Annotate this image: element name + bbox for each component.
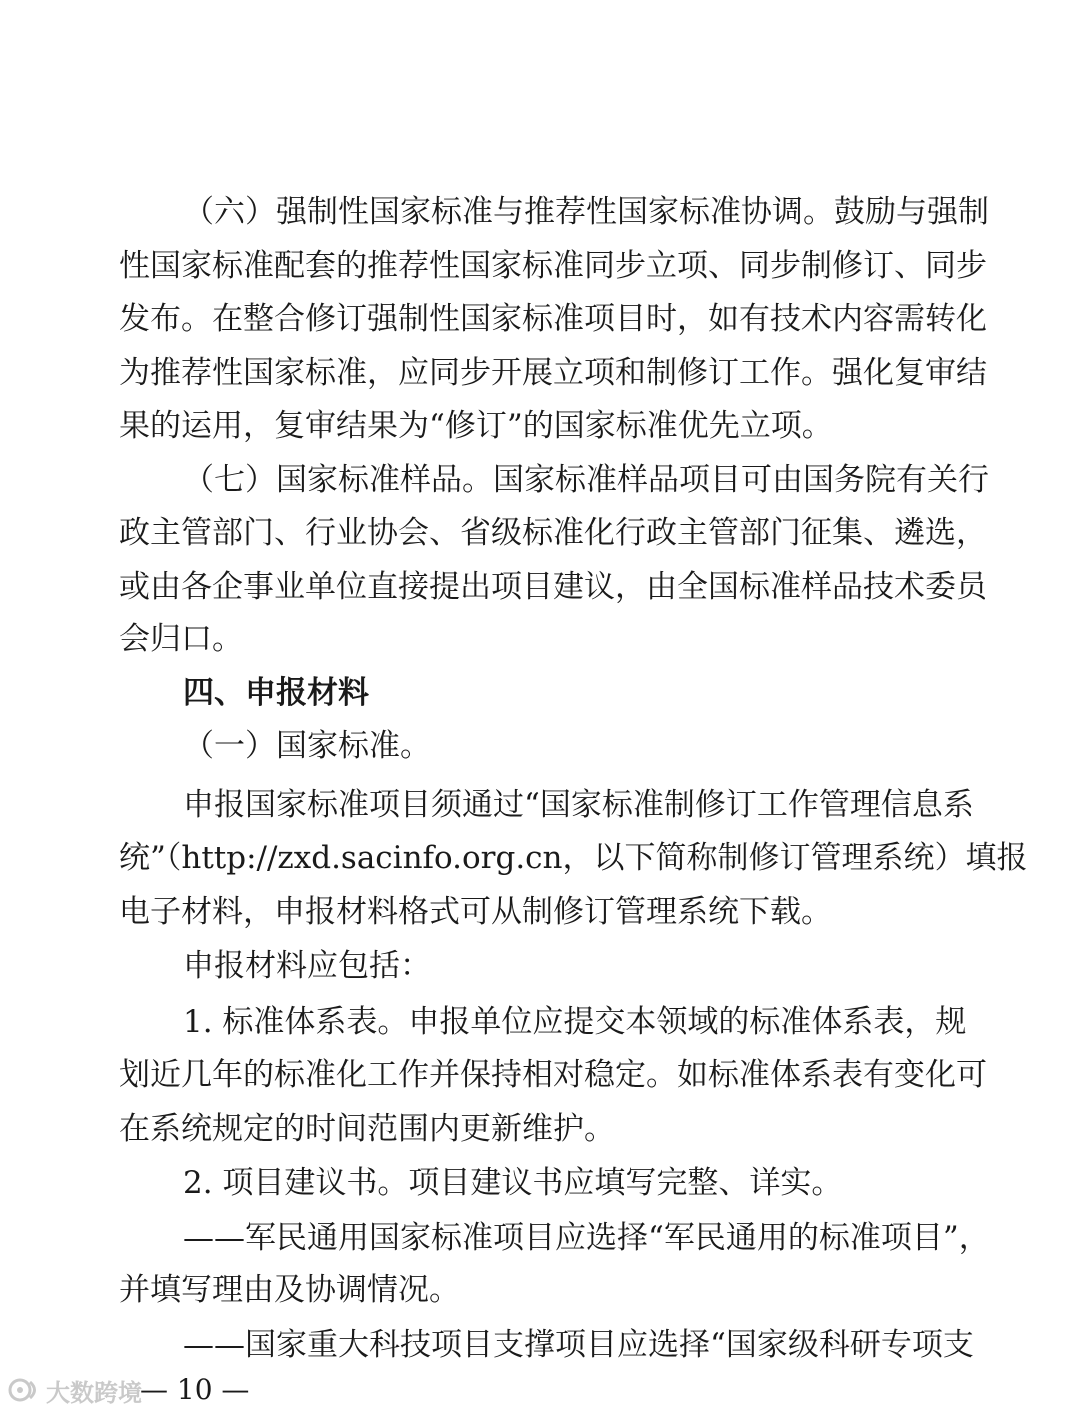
paragraph-line: 申报材料应包括：	[183, 948, 431, 984]
paragraph-line: 政主管部门、行业协会、省级标准化行政主管部门征集、遴选，	[119, 515, 987, 551]
paragraph-line: 并填写理由及协调情况。	[119, 1272, 460, 1308]
paragraph-line: 性国家标准配套的推荐性国家标准同步立项、同步制修订、同步	[119, 248, 987, 284]
page-number: — 10 —	[140, 1373, 250, 1406]
paragraph-line: （六）强制性国家标准与推荐性国家标准协调。鼓励与强制	[183, 194, 989, 230]
subsection-heading: （一）国家标准。	[183, 728, 431, 764]
section-heading: 四、申报材料	[183, 675, 369, 711]
paragraph-line: 划近几年的标准化工作并保持相对稳定。如标准体系表有变化可	[119, 1057, 987, 1093]
watermark-logo-icon	[8, 1376, 42, 1404]
paragraph-line: 1. 标准体系表。申报单位应提交本领域的标准体系表，规	[183, 1004, 967, 1040]
paragraph-line: ——军民通用国家标准项目应选择“军民通用的标准项目”，	[183, 1220, 990, 1256]
paragraph-line: 统”（http://zxd.sacinfo.org.cn，以下简称制修订管理系统）填报	[119, 840, 1028, 876]
paragraph-line: 为推荐性国家标准，应同步开展立项和制修订工作。强化复审结	[119, 355, 987, 391]
paragraph-line: ——国家重大科技项目支撑项目应选择“国家级科研专项支	[183, 1327, 974, 1363]
paragraph-line: 果的运用，复审结果为“修订”的国家标准优先立项。	[119, 408, 833, 444]
watermark	[8, 1372, 142, 1408]
paragraph-line: 发布。在整合修订强制性国家标准项目时，如有技术内容需转化	[119, 301, 987, 337]
paragraph-line: 在系统规定的时间范围内更新维护。	[119, 1111, 615, 1147]
paragraph-line: 会归口。	[119, 621, 243, 657]
paragraph-line: （七）国家标准样品。国家标准样品项目可由国务院有关行	[183, 462, 989, 498]
paragraph-line: 或由各企事业单位直接提出项目建议，由全国标准样品技术委员	[119, 569, 987, 605]
paragraph-line: 2. 项目建议书。项目建议书应填写完整、详实。	[183, 1165, 843, 1201]
watermark-text: 大数跨境	[46, 1378, 142, 1407]
paragraph-line: 电子材料，申报材料格式可从制修订管理系统下载。	[119, 894, 832, 930]
page-footer	[0, 1372, 1080, 1408]
paragraph-line: 申报国家标准项目须通过“国家标准制修订工作管理信息系	[183, 787, 974, 823]
